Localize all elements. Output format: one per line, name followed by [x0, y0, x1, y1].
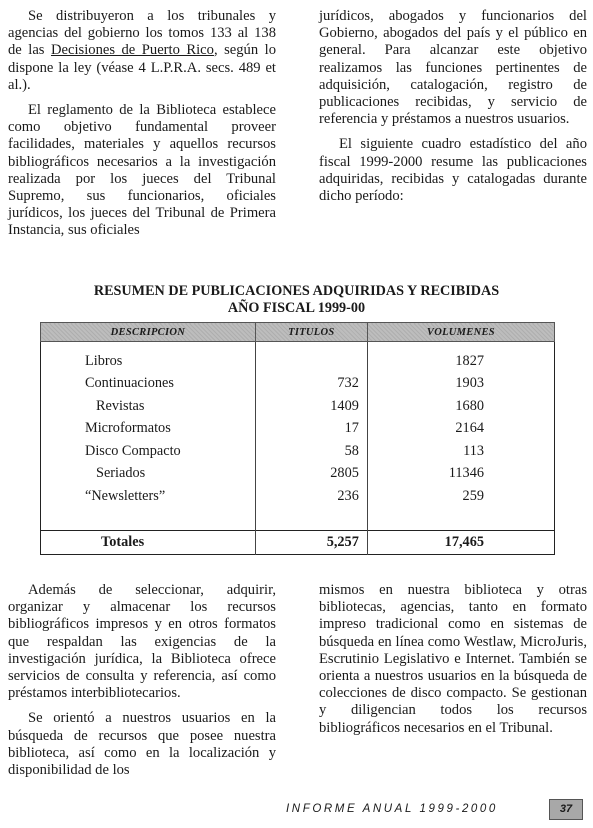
row-volumenes: 1680 — [367, 395, 554, 418]
table-total-row — [41, 531, 555, 555]
table-row — [41, 463, 555, 486]
table-subtitle: AÑO FISCAL 1999-00 — [227, 300, 366, 316]
row-description: Revistas — [96, 397, 145, 414]
text-column-bottom-right — [319, 582, 587, 745]
row-titulos: 17 — [255, 418, 367, 441]
paragraph: jurídicos, abogados y funcionarios del Gobierno, abogados del país y el público en general. Para alcanzar este objetivo realizamos las funciones pertinentes de adquisición, catalogación, registro de publicaciones recibidas, y servicio de referencia y préstamos a nuestros usuarios. — [319, 8, 587, 128]
paragraph: El reglamento de la Biblioteca establece como objetivo fundamental proveer facilidades, materiales y aquellos recursos bibliográficos necesarios a la investigación realizada por los jueces del Tribunal Supremo, sus funcionarios, oficiales jurídicos, los jueces del Tribunal de Primera Instancia, sus oficiales — [8, 102, 276, 239]
row-titulos — [255, 342, 367, 373]
row-volumenes: 1903 — [367, 373, 554, 396]
total-label: Totales — [41, 531, 256, 555]
citation-title: Decisiones de Puerto Rico — [50, 42, 214, 59]
row-titulos: 732 — [255, 373, 367, 396]
row-titulos: 2805 — [255, 463, 367, 486]
page-number: 37 — [549, 799, 583, 820]
row-description: Libros — [85, 352, 123, 369]
table-header-row — [41, 323, 555, 342]
row-titulos: 236 — [255, 485, 367, 508]
total-volumenes: 17,465 — [367, 531, 554, 555]
statistics-table — [40, 322, 555, 555]
text-column-top-left — [8, 8, 276, 248]
paragraph: Se orientó a nuestros usuarios en la búsqueda de recursos que posee nuestra biblioteca, así como en la localización y disponibilidad de los — [8, 710, 276, 779]
column-header: TITULOS — [255, 323, 367, 342]
column-header: VOLUMENES — [367, 323, 554, 342]
running-footer: INFORME ANUAL 1999-2000 — [286, 803, 498, 815]
row-description: Disco Compacto — [85, 442, 181, 459]
row-volumenes: 1827 — [367, 342, 554, 373]
row-volumenes: 113 — [367, 440, 554, 463]
paragraph: El siguiente cuadro estadístico del año fiscal 1999-2000 resume las publicaciones adquiridas, recibidas y catalogadas durante dicho período: — [319, 136, 587, 205]
table-spacer — [41, 508, 555, 531]
text-column-bottom-left — [8, 582, 276, 787]
row-description: Continuaciones — [85, 375, 174, 392]
row-titulos: 58 — [255, 440, 367, 463]
table-title: RESUMEN DE PUBLICACIONES ADQUIRIDAS Y RECIBIDAS — [93, 283, 500, 299]
text-column-top-right — [319, 8, 587, 213]
table-row — [41, 342, 555, 373]
table-row — [41, 373, 555, 396]
row-description: “Newsletters” — [85, 487, 166, 504]
table-row — [41, 418, 555, 441]
paragraph: Se distribuyeron a los tribunales y agencias del gobierno los tomos 133 al 138 de las Decisiones de Puerto Rico, según lo dispone la ley (véase 4 L.P.R.A. secs. 489 et al.). — [8, 8, 276, 93]
row-description: Microformatos — [85, 420, 171, 437]
row-description: Seriados — [96, 465, 146, 482]
row-titulos: 1409 — [255, 395, 367, 418]
paragraph: Además de seleccionar, adquirir, organizar y almacenar los recursos bibliográficos impresos y en otros formatos que respaldan las exigencias de la investigación jurídica, la Biblioteca ofrece servicios de consulta y referencia, así como préstamos interbibliotecarios. — [8, 582, 276, 702]
table-row — [41, 395, 555, 418]
table-row — [41, 440, 555, 463]
table-row — [41, 485, 555, 508]
row-volumenes: 2164 — [367, 418, 554, 441]
row-volumenes: 259 — [367, 485, 554, 508]
row-volumenes: 11346 — [367, 463, 554, 486]
paragraph: mismos en nuestra biblioteca y otras bibliotecas, agencias, tanto en formato impreso tradicional como en sistemas de búsqueda en línea como Westlaw, MicroJuris, Escrutinio Legislativo e Internet. También se orienta a nuestros usuarios en la búsqueda de colecciones de disco compacto. Se gestionan y diligencian todos los recursos bibliográficos necesarios en el Tribunal. — [319, 582, 587, 736]
column-header: DESCRIPCION — [41, 323, 256, 342]
total-titulos: 5,257 — [255, 531, 367, 555]
